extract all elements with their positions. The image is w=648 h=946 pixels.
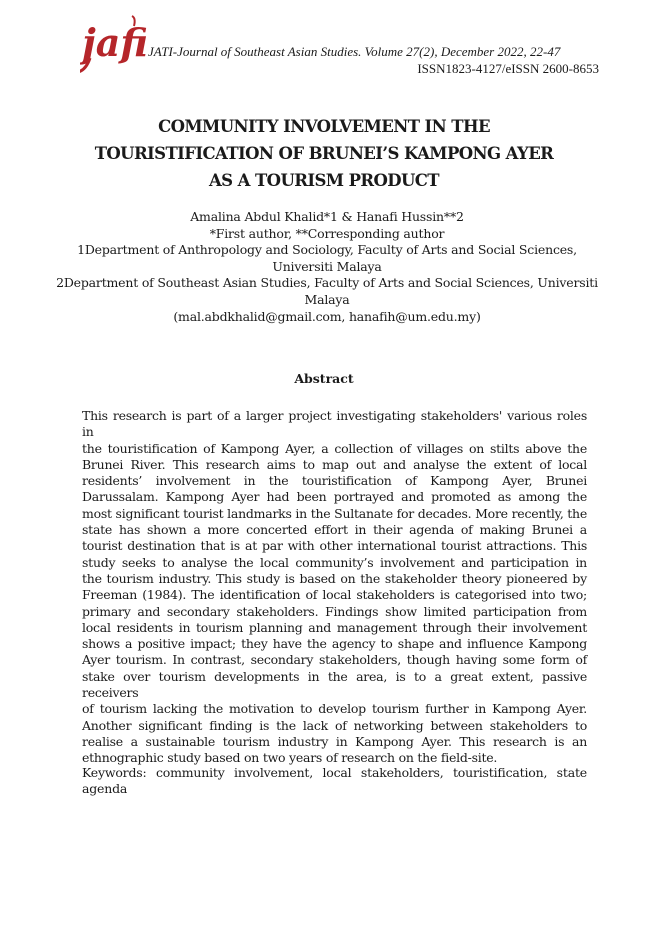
- affiliation-1-cont: Universiti Malaya: [272, 258, 382, 274]
- abstract-heading: Abstract: [294, 371, 354, 386]
- author-block: [50, 209, 604, 325]
- abstract-line: realise a sustainable tourism industry in Kampong Ayer. This research is an: [82, 733, 587, 749]
- abstract-line: tourist destination that is at par with other international tourist attractions. This: [82, 538, 587, 554]
- abstract-line: residents’ involvement in the touristification of Kampong Ayer, Brunei: [82, 473, 587, 489]
- affiliation-2-cont: Malaya: [304, 291, 350, 307]
- logo-wordmark: jafi: [82, 20, 148, 65]
- title-line: COMMUNITY INVOLVEMENT IN THE: [158, 117, 490, 136]
- affiliation-1: 1Department of Anthropology and Sociology, Faculty of Arts and Social Sciences,: [77, 242, 577, 258]
- abstract-line: Ayer tourism. In contrast, secondary stakeholders, though having some form of: [82, 652, 587, 668]
- abstract-line: shows a positive impact; they have the agency to shape and influence Kampong: [82, 636, 587, 652]
- abstract-line: Freeman (1984). The identification of local stakeholders is categorised into two;: [82, 587, 587, 603]
- abstract-line: primary and secondary stakeholders. Findings show limited participation from: [82, 603, 587, 619]
- keywords-line: Keywords: community involvement, local stakeholders, touristification, state: [82, 765, 587, 780]
- abstract-line: local residents in tourism planning and management through their involvement: [82, 619, 587, 635]
- author-names: Amalina Abdul Khalid*1 & Hanafi Hussin**2: [190, 209, 464, 224]
- abstract-line: most significant tourist landmarks in the Sultanate for decades. More recently, the: [82, 505, 587, 521]
- abstract-line: Brunei River. This research aims to map out and analyse the extent of local: [82, 456, 587, 472]
- journal-citation: JATI-Journal of Southeast Asian Studies. Volume 27(2), December 2022, 22-47: [148, 44, 561, 59]
- abstract-line: the tourism industry. This study is based on the stakeholder theory pioneered by: [82, 570, 587, 586]
- abstract-body: [82, 408, 587, 767]
- abstract-line: ethnographic study based on two years of research on the field-site.: [82, 750, 498, 766]
- author-note: *First author, **Corresponding author: [209, 225, 445, 241]
- abstract-line: Another significant finding is the lack of networking between stakeholders to: [82, 717, 587, 733]
- keywords-line: agenda: [82, 781, 128, 797]
- abstract-line: the touristification of Kampong Ayer, a collection of villages on stilts above the: [82, 440, 587, 456]
- abstract-line: of tourism lacking the motivation to develop tourism further in Kampong Ayer.: [82, 701, 587, 717]
- abstract-line: state has shown a more concerted effort in their agenda of making Brunei a: [82, 522, 587, 538]
- abstract-line: stake over tourism developments in the area, is to a great extent, passive receivers: [82, 668, 587, 701]
- jafi-logo-icon: [80, 14, 150, 76]
- keywords-block: [82, 765, 587, 798]
- abstract-line: Darussalam. Kampong Ayer had been portrayed and promoted as among the: [82, 489, 587, 505]
- abstract-line: study seeks to analyse the local community’s involvement and participation in: [82, 554, 587, 570]
- title-line: AS A TOURISM PRODUCT: [208, 171, 439, 190]
- issn-line: ISSN1823-4127/eISSN 2600-8653: [417, 61, 599, 76]
- title-line: TOURISTIFICATION OF BRUNEI’S KAMPONG AYER: [94, 144, 554, 163]
- author-emails: (mal.abdkhalid@gmail.com, hanafih@um.edu.my): [173, 308, 481, 324]
- journal-logo: [80, 14, 150, 76]
- paper-title: [60, 113, 588, 194]
- affiliation-2: 2Department of Southeast Asian Studies, Faculty of Arts and Social Sciences, Universiti: [56, 275, 598, 291]
- abstract-line: This research is part of a larger project investigating stakeholders' various roles in: [82, 408, 587, 440]
